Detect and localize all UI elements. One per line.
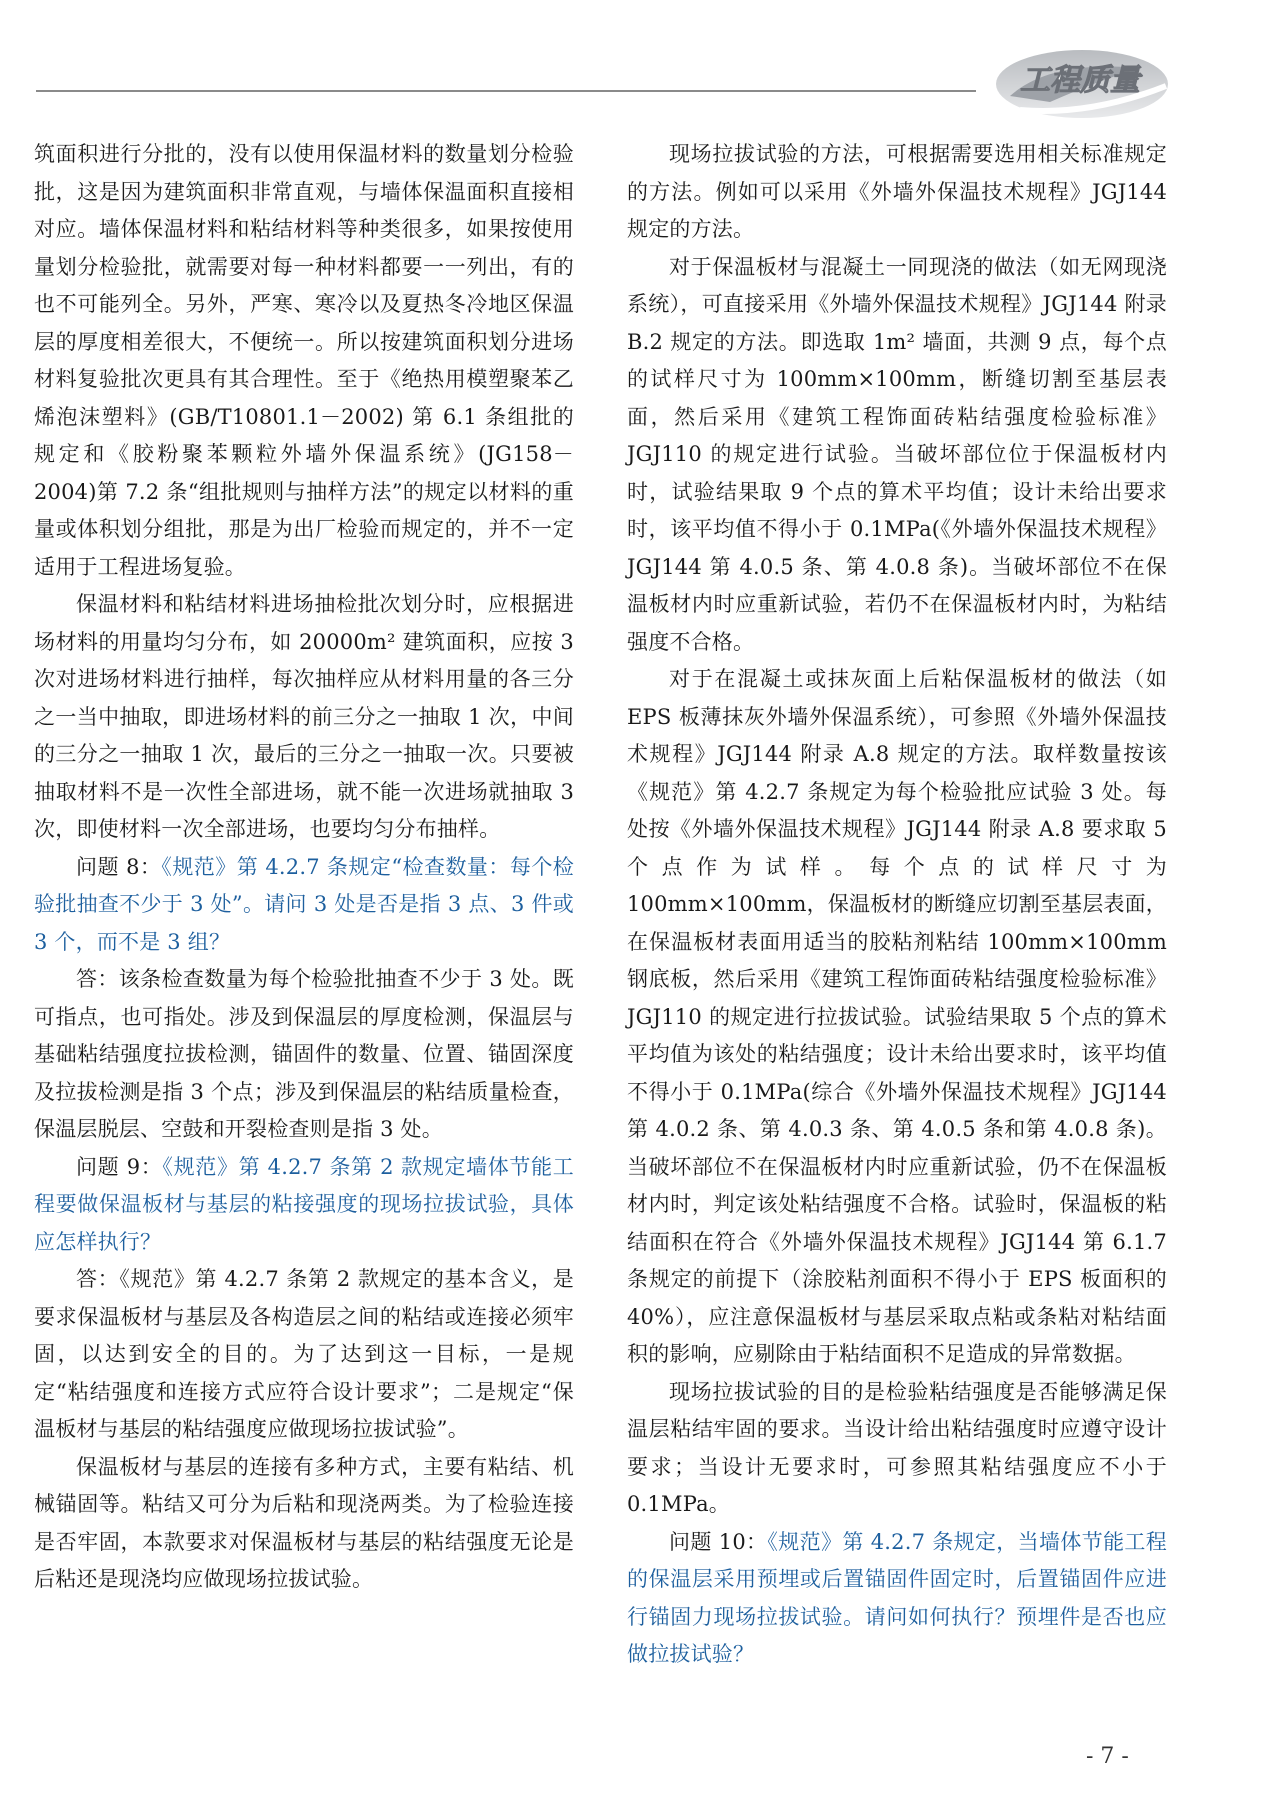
paragraph: 保温材料和粘结材料进场抽检批次划分时，应根据进场材料的用量均匀分布，如 20000m² 建筑面积，应按 3 次对进场材料进行抽样，每次抽样应从材料用量的各三分之一当中抽取，即进场材料的前三分之一抽取 1 次，中间的三分之一抽取 1 次，最后的三分之一抽取一次。只要被抽取材料不是一次性全部进场，就不能一次进场就抽取 3 次，即使材料一次全部进场，也要均匀分布抽样。: [34, 592, 574, 841]
question-text: 《规范》第 4.2.7 条规定“检查数量：每个检验批抽查不少于 3 处”。请问 3 处是否是指 3 点、3 件或 3 个，而不是 3 组？: [34, 854, 574, 954]
svg-text:工程质量: 工程质量: [1020, 63, 1140, 98]
question-label: 问题 8：: [76, 854, 162, 879]
question-text: 《规范》第 4.2.7 条规定，当墙体节能工程的保温层采用预埋或后置锚固件固定时，后置锚固件应进行锚固力现场拉拔试验。请问如何执行？预埋件是否也应做拉拔试验？: [627, 1529, 1167, 1666]
magazine-logo: [990, 40, 1180, 124]
question-10: [627, 1524, 1167, 1674]
paragraph: 筑面积进行分批的，没有以使用保温材料的数量划分检验批，这是因为建筑面积非常直观，与墙体保温面积直接相对应。墙体保温材料和粘结材料等种类很多，如果按使用量划分检验批，就需要对每一种材料都要一一列出，有的也不可能列全。另外，严寒、寒冷以及夏热冬冷地区保温层的厚度相差很大，不便统一。所以按建筑面积划分进场材料复验批次更具有其合理性。至于《绝热用模塑聚苯乙烯泡沫塑料》(GB/T10801.1－2002) 第 6.1 条组批的规定和《胶粉聚苯颗粒外墙外保温系统》(JG158－2004)第 7.2 条“组批规则与抽样方法”的规定以材料的重量或体积划分组批，那是为出厂检验而规定的，并不一定适用于工程进场复验。: [34, 142, 574, 579]
right-column: [627, 136, 1167, 1674]
answer-8: 答：该条检查数量为每个检验批抽查不少于 3 处。既可指点，也可指处。涉及到保温层的厚度检测，保温层与基础粘结强度拉拔检测，锚固件的数量、位置、锚固深度及拉拔检测是指 3 个点；涉及到保温层的粘结质量检查，保温层脱层、空鼓和开裂检查则是指 3 处。: [34, 967, 574, 1141]
question-9: [34, 1149, 574, 1262]
left-column: [34, 136, 574, 1599]
paragraph: 现场拉拔试验的方法，可根据需要选用相关标准规定的方法。例如可以采用《外墙外保温技术规程》JGJ144 规定的方法。: [627, 142, 1167, 241]
question-label: 问题 9：: [76, 1154, 163, 1179]
paragraph: 现场拉拔试验的目的是检验粘结强度是否能够满足保温层粘结牢固的要求。当设计给出粘结强度时应遵守设计要求；当设计无要求时，可参照其粘结强度应不小于 0.1MPa。: [627, 1379, 1167, 1516]
answer-9: 答：《规范》第 4.2.7 条第 2 款规定的基本含义，是要求保温板材与基层及各构造层之间的粘结或连接必须牢固，以达到安全的目的。为了达到这一目标，一是规定“粘结强度和连接方式应符合设计要求”；二是规定“保温板材与基层的粘结强度应做现场拉拔试验”。: [34, 1267, 574, 1441]
question-8: [34, 849, 574, 962]
header-rule: [36, 90, 976, 92]
question-label: 问题 10：: [669, 1529, 768, 1554]
paragraph: 保温板材与基层的连接有多种方式，主要有粘结、机械锚固等。粘结又可分为后粘和现浇两类。为了检验连接是否牢固，本款要求对保温板材与基层的粘结强度无论是后粘还是现浇均应做现场拉拔试验。: [34, 1454, 574, 1591]
question-text: 《规范》第 4.2.7 条第 2 款规定墙体节能工程要做保温板材与基层的粘接强度的现场拉拔试验，具体应怎样执行？: [34, 1154, 574, 1254]
paragraph: 对于在混凝土或抹灰面上后粘保温板材的做法（如 EPS 板薄抹灰外墙外保温系统），可参照《外墙外保温技术规程》JGJ144 附录 A.8 规定的方法。取样数量按该《规范》第 4.2.7 条规定为每个检验批应试验 3 处。每处按《外墙外保温技术规程》JGJ144 附录 A.8 要求取 5 个点作为试样。每个点的试样尺寸为 100mm×100mm，保温板材的断缝应切割至基层表面，在保温板材表面用适当的胶粘剂粘结 100mm×100mm 钢底板，然后采用《建筑工程饰面砖粘结强度检验标准》JGJ110 的规定进行拉拔试验。试验结果取 5 个点的算术平均值为该处的粘结强度；设计未给出要求时，该平均值不得小于 0.1MPa(综合《外墙外保温技术规程》JGJ144 第 4.0.2 条、第 4.0.3 条、第 4.0.5 条和第 4.0.8 条)。当破坏部位不在保温板材内时应重新试验，仍不在保温板材内时，判定该处粘结强度不合格。试验时，保温板的粘结面积在符合《外墙外保温技术规程》JGJ144 第 6.1.7 条规定的前提下（涂胶粘剂面积不得小于 EPS 板面积的 40%），应注意保温板材与基层采取点粘或条粘对粘结面积的影响，应剔除由于粘结面积不足造成的异常数据。: [627, 667, 1168, 1366]
page-number: - 7 -: [1086, 1744, 1129, 1769]
paragraph: 对于保温板材与混凝土一同现浇的做法（如无网现浇系统），可直接采用《外墙外保温技术规程》JGJ144 附录 B.2 规定的方法。即选取 1m² 墙面，共测 9 点，每个点的试样尺寸为 100mm×100mm，断缝切割至基层表面，然后采用《建筑工程饰面砖粘结强度检验标准》JGJ110 的规定进行试验。当破坏部位位于保温板材内时，试验结果取 9 个点的算术平均值；设计未给出要求时，该平均值不得小于 0.1MPa(《外墙外保温技术规程》JGJ144 第 4.0.5 条、第 4.0.8 条)。当破坏部位不在保温板材内时应重新试验，若仍不在保温板材内时，为粘结强度不合格。: [627, 254, 1167, 654]
